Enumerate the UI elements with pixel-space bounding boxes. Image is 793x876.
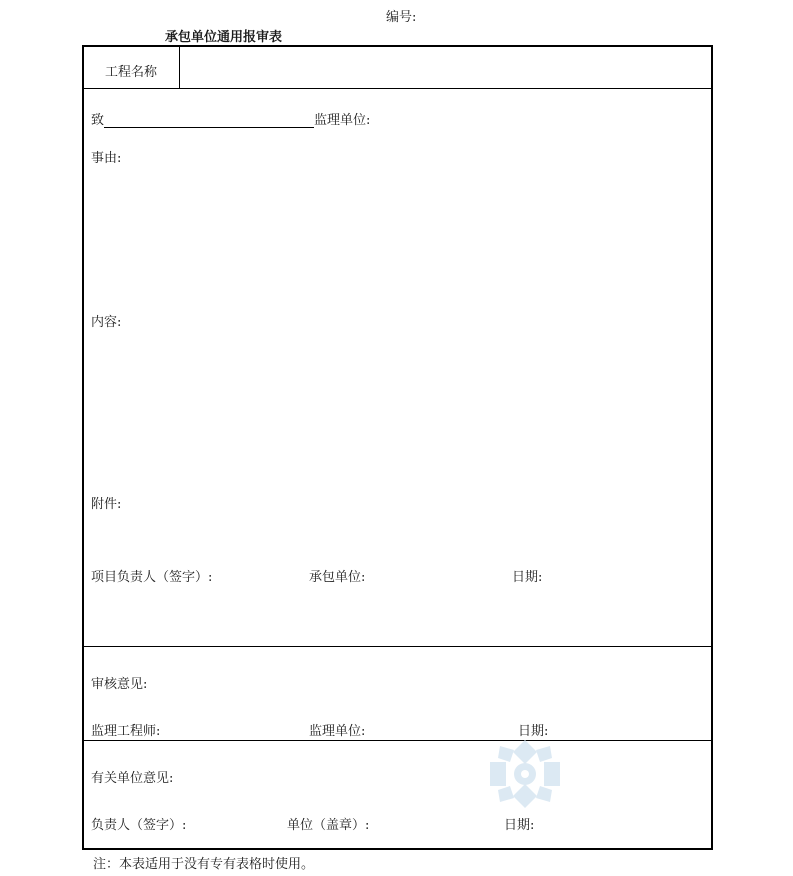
project-name-label: 工程名称 (105, 65, 158, 80)
project-name-field[interactable] (188, 61, 708, 79)
row-divider (84, 646, 711, 647)
review-date-label: 日期: (518, 724, 549, 739)
supervision-unit-label: 监理单位: (309, 724, 366, 739)
responsible-person-signature-label: 负责人（签字）: (91, 818, 187, 833)
related-unit-opinion-label: 有关单位意见: (91, 771, 174, 786)
contractor-date-label: 日期: (512, 570, 543, 585)
addressee-suffix: 监理单位: (314, 113, 371, 128)
row-divider (84, 740, 711, 741)
reason-label: 事由: (91, 151, 122, 166)
footnote: 注：本表适用于没有专有表格时使用。 (93, 857, 315, 872)
addressee-blank-field[interactable] (104, 114, 314, 128)
contractor-unit-label: 承包单位: (309, 570, 366, 585)
snowflake-logo-icon (486, 738, 564, 814)
supervising-engineer-label: 监理工程师: (91, 724, 161, 739)
form-title: 承包单位通用报审表 (165, 30, 283, 45)
related-date-label: 日期: (504, 818, 535, 833)
content-label: 内容: (91, 315, 122, 330)
addressee-line (91, 109, 370, 128)
project-manager-signature-label: 项目负责人（签字）: (91, 570, 213, 585)
review-opinion-label: 审核意见: (91, 677, 148, 692)
addressee-prefix: 致 (91, 113, 105, 128)
serial-number-label: 编号: (386, 10, 417, 25)
approval-form-table (82, 45, 713, 850)
attachment-label: 附件: (91, 497, 122, 512)
unit-seal-label: 单位（盖章）: (287, 818, 370, 833)
project-name-divider (179, 47, 180, 88)
row-divider (84, 88, 711, 89)
